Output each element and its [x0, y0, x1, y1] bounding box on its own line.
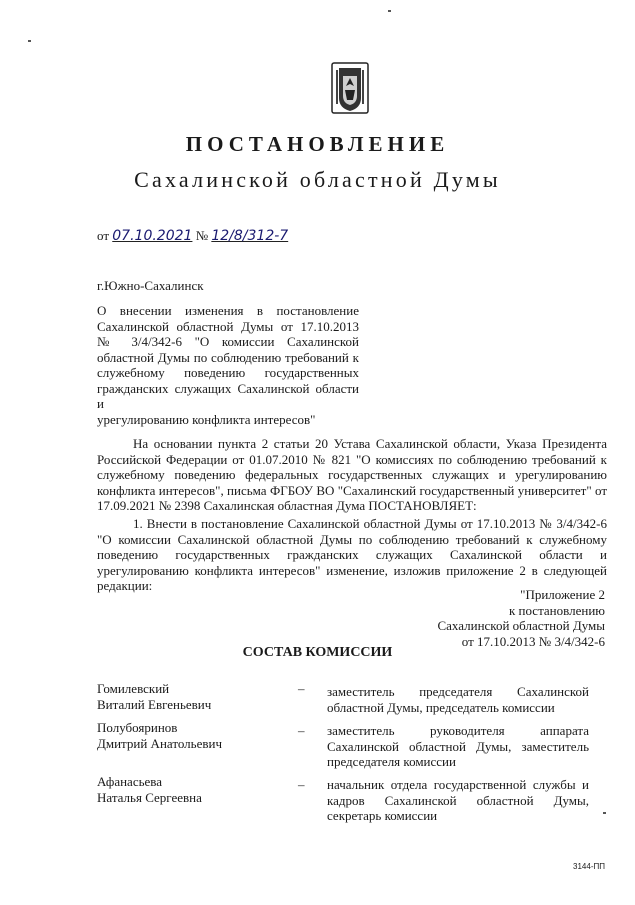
- member-surname: Полубояринов: [97, 720, 178, 735]
- member-dash: –: [298, 723, 305, 738]
- role-line: председателя комиссии: [327, 754, 456, 769]
- member-dash: –: [298, 681, 305, 696]
- member-given-names: Наталья Сергеевна: [97, 789, 202, 805]
- member-dash: –: [298, 777, 305, 792]
- role-line: заместитель руководителя аппарата: [327, 723, 589, 738]
- member-surname: Гомилевский: [97, 681, 170, 696]
- appendix-line: от 17.10.2013 № 3/4/342-6: [461, 633, 605, 649]
- number-label: №: [195, 228, 209, 243]
- subject-line: О внесении изменения в постановление: [97, 303, 359, 318]
- paragraph-line: 1. Внести в постановление Сахалинской областной Думы от 17.10.2013 № 3/4/342-6: [133, 516, 607, 531]
- scan-speck: [388, 10, 391, 12]
- member-name: [97, 720, 222, 751]
- handwritten-date: 07.10.2021: [112, 228, 193, 244]
- member-given-names: Виталий Евгеньевич: [97, 696, 212, 712]
- clause-1-paragraph: [97, 516, 607, 594]
- paragraph-line: поведению государственных гражданских служащих Сахалинской области и: [97, 547, 607, 562]
- document-subtitle: Сахалинской областной Думы: [134, 167, 501, 192]
- document-code: 3144-ПП: [573, 862, 605, 871]
- subject-line: служебному поведению государственных: [97, 365, 359, 380]
- subject-line: гражданских служащих Сахалинской области и: [97, 380, 359, 411]
- paragraph-line: "О комиссии Сахалинской областной Думы по соблюдению требований к служебному: [97, 531, 607, 547]
- member-role: [327, 723, 589, 770]
- subject-line: № 3/4/342-6 "О комиссии Сахалинской: [97, 334, 359, 349]
- role-line: начальник отдела государственной службы и: [327, 777, 589, 792]
- scan-speck: [603, 812, 606, 814]
- subject-line: областной Думы по соблюдению требований к: [97, 349, 359, 365]
- member-given-names: Дмитрий Анатольевич: [97, 735, 222, 751]
- role-line: Сахалинской областной Думы, заместитель: [327, 738, 589, 754]
- subject-line: урегулированию конфликта интересов": [97, 411, 316, 427]
- role-line: областной Думы, председатель комиссии: [327, 699, 555, 715]
- date-line: [97, 228, 288, 244]
- city-name: г.Южно-Сахалинск: [97, 278, 204, 293]
- paragraph-line: 17.09.2021 № 2398 Сахалинская областная Дума ПОСТАНОВЛЯЕТ:: [97, 498, 477, 513]
- preamble-paragraph: [97, 436, 607, 514]
- paragraph-line: На основании пункта 2 статьи 20 Устава Сахалинской области, Указа Президента: [133, 436, 607, 451]
- member-name: [97, 774, 202, 805]
- member-role: [327, 684, 589, 715]
- resolution-subject: [97, 303, 359, 427]
- appendix-line: "Приложение 2: [520, 587, 605, 602]
- coat-of-arms-emblem: [331, 62, 369, 114]
- appendix-line: Сахалинской областной Думы: [437, 618, 605, 633]
- role-line: секретарь комиссии: [327, 808, 438, 823]
- subject-line: Сахалинской областной Думы от 17.10.2013: [97, 318, 359, 334]
- handwritten-number: 12/8/312-7: [211, 228, 289, 244]
- date-from-label: от: [97, 228, 110, 243]
- member-surname: Афанасьева: [97, 774, 163, 789]
- paragraph-line: редакции:: [97, 578, 153, 593]
- paragraph-line: конфликта интересов", письма ФГБОУ ВО "Сахалинский государственный университет" от: [97, 482, 607, 498]
- member-role: [327, 777, 589, 824]
- composition-title: СОСТАВ КОМИССИИ: [242, 645, 393, 660]
- member-name: [97, 681, 211, 712]
- appendix-heading: [345, 587, 605, 649]
- role-line: заместитель председателя Сахалинской: [327, 684, 589, 699]
- document-title: ПОСТАНОВЛЕНИЕ: [185, 132, 450, 156]
- role-line: кадров Сахалинской областной Думы,: [327, 792, 589, 808]
- paragraph-line: урегулированию конфликта интересов" изменение, изложив приложение 2 в следующей: [97, 562, 607, 578]
- paragraph-line: Российской Федерации от 01.07.2010 № 821 "О комиссиях по соблюдению требований к: [97, 451, 607, 467]
- paragraph-line: служебному поведению федеральных государственных служащих и урегулированию: [97, 467, 607, 482]
- appendix-line: к постановлению: [508, 602, 605, 618]
- scan-speck: [28, 40, 31, 42]
